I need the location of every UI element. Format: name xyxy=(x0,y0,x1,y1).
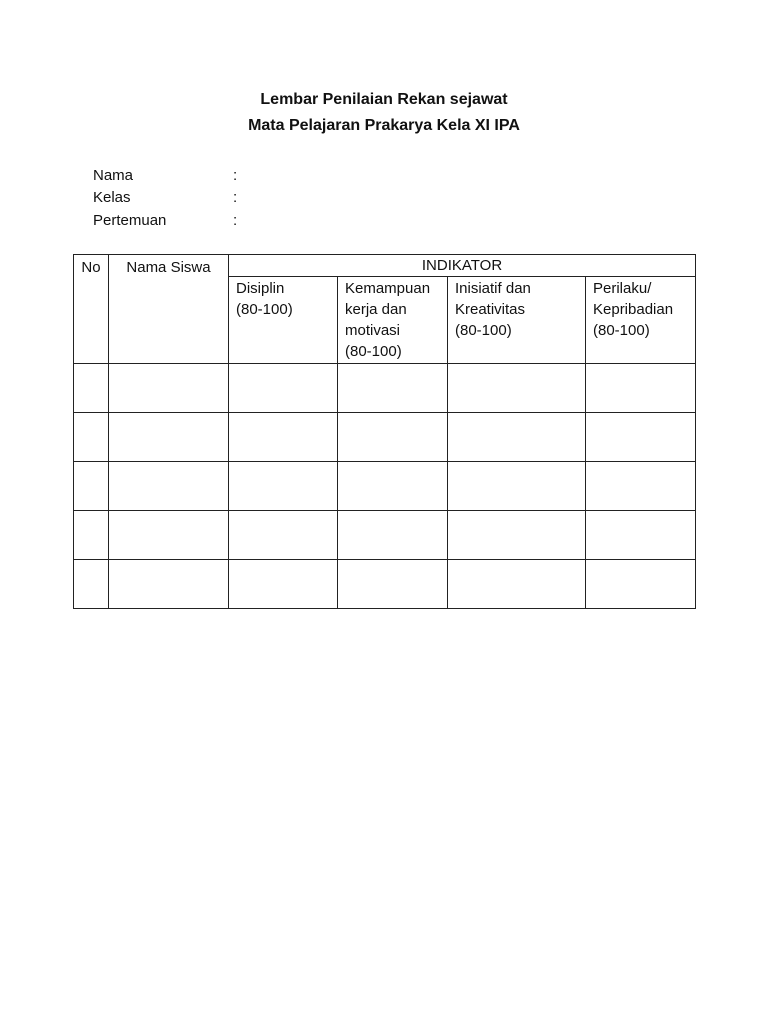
header-text: Kemampuan xyxy=(345,280,431,297)
table-cell xyxy=(229,560,338,609)
table-cell xyxy=(586,462,696,511)
header-inisiatif xyxy=(448,277,586,364)
table-row xyxy=(74,462,696,511)
table-row xyxy=(74,511,696,560)
field-colon: : xyxy=(233,212,238,229)
table-cell xyxy=(338,413,448,462)
table-cell xyxy=(109,413,229,462)
table-cell xyxy=(586,560,696,609)
table-cell xyxy=(448,560,586,609)
field-pertemuan xyxy=(93,211,393,231)
table-cell xyxy=(74,364,109,413)
header-text: Kepribadian xyxy=(593,301,674,318)
field-label: Nama xyxy=(93,167,134,184)
header-disiplin xyxy=(229,277,338,364)
header-text: Perilaku/ xyxy=(593,280,652,297)
table-cell xyxy=(586,511,696,560)
table-cell xyxy=(229,364,338,413)
header-text: motivasi xyxy=(345,322,401,339)
field-colon: : xyxy=(233,189,238,206)
header-text: (80-100) xyxy=(593,322,650,339)
field-label: Kelas xyxy=(93,189,131,206)
field-nama xyxy=(93,166,393,186)
table-cell xyxy=(338,560,448,609)
table-cell xyxy=(586,364,696,413)
table-cell xyxy=(229,511,338,560)
table-cell xyxy=(74,413,109,462)
table-row xyxy=(74,364,696,413)
header-text: (80-100) xyxy=(236,301,293,318)
header-kemampuan xyxy=(338,277,448,364)
table-cell xyxy=(229,462,338,511)
header-nama-siswa: Nama Siswa xyxy=(109,255,229,364)
document-title: Lembar Penilaian Rekan sejawat xyxy=(260,91,508,108)
field-label: Pertemuan xyxy=(93,212,167,229)
header-text: Disiplin xyxy=(236,280,285,297)
table-cell xyxy=(109,462,229,511)
table-cell xyxy=(338,511,448,560)
header-text: (80-100) xyxy=(345,343,402,360)
table-cell xyxy=(109,364,229,413)
field-colon: : xyxy=(233,167,238,184)
table-cell xyxy=(448,413,586,462)
header-text: (80-100) xyxy=(455,322,512,339)
document-subtitle: Mata Pelajaran Prakarya Kela XI IPA xyxy=(248,117,520,134)
table-cell xyxy=(448,364,586,413)
table-cell xyxy=(448,511,586,560)
header-row xyxy=(74,255,696,277)
table-row xyxy=(74,560,696,609)
table-cell xyxy=(109,511,229,560)
header-indikator: INDIKATOR xyxy=(229,255,696,277)
table-row xyxy=(74,413,696,462)
table-cell xyxy=(586,413,696,462)
header-text: kerja dan xyxy=(345,301,407,318)
header-no: No xyxy=(74,255,109,364)
table-cell xyxy=(74,462,109,511)
table-cell xyxy=(448,462,586,511)
table-cell xyxy=(74,511,109,560)
table-cell xyxy=(109,560,229,609)
field-kelas xyxy=(93,188,393,208)
header-text: Inisiatif dan xyxy=(455,280,531,297)
assessment-table xyxy=(73,254,696,609)
table-cell xyxy=(229,413,338,462)
table-cell xyxy=(74,560,109,609)
table-cell xyxy=(338,462,448,511)
header-perilaku xyxy=(586,277,696,364)
table-cell xyxy=(338,364,448,413)
header-text: Kreativitas xyxy=(455,301,526,318)
